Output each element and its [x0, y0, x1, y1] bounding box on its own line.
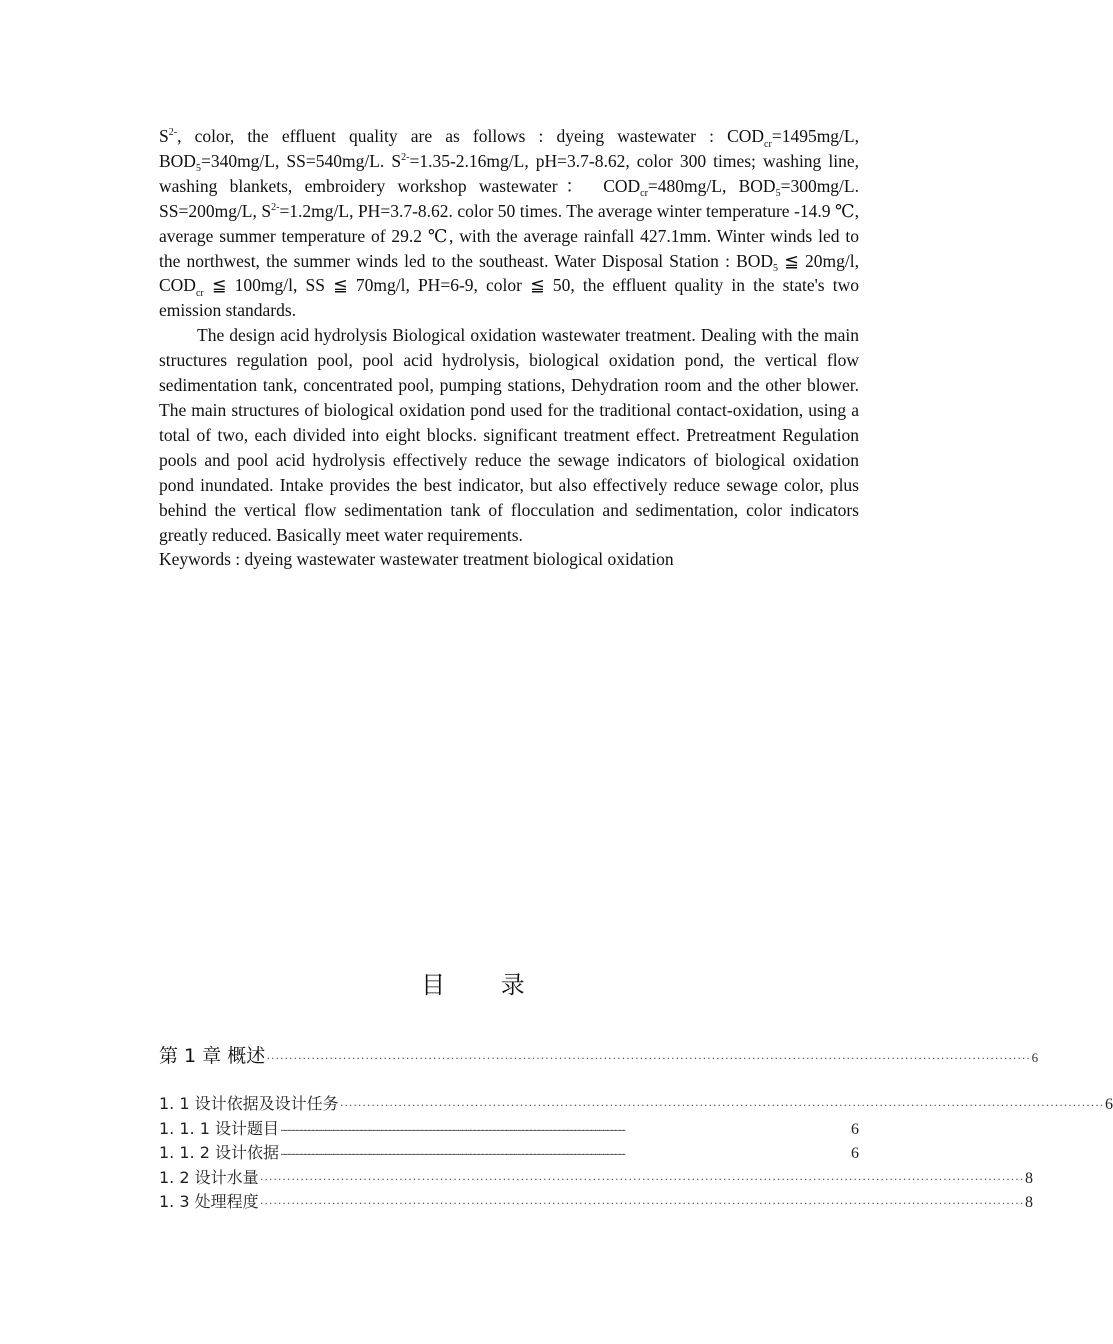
toc-item[interactable] [159, 1189, 1033, 1214]
toc-item[interactable] [159, 1116, 859, 1141]
toc-item-label: 1. 1. 2 设计依据 [159, 1143, 279, 1162]
toc-item-page: 6 [851, 1120, 859, 1138]
toc-item-page: 6 [851, 1145, 859, 1162]
toc-item[interactable] [159, 1140, 859, 1165]
toc-item-page: 8 [1024, 1194, 1033, 1211]
toc-item[interactable] [159, 1091, 1113, 1116]
abstract-paragraph-1: $S^{2-}$, color, the effluent quality are as follows : dyeing wastewater : $COD_{cr}=1495mg/L$, $BOD_5=340mg/L$, SS=540mg/L. $S^{2-}=1.35-2.16mg/L$, pH=3.7-8.62, color 300 times; washing line, washing blankets, embroidery workshop wastewater： $COD_{cr}=480mg/L$, $BOD_5=300mg/L$. SS=200mg/L, $S^{2-}=1.2mg/L$, PH=3.7-8.62. color 50 times. The average winter temperature -14.9 ℃, average summer temperature of 29.2 ℃, with the average rainfall 427.1mm. Winter winds led to the northwest, the summer winds led to the southeast. Water Disposal Station : $BOD_5$ ≦ 20mg/l, $COD_{cr}$ ≦ 100mg/l, SS ≦ 70mg/l, PH=6-9, color ≦ 50, the effluent quality in the state's two emission standards. [159, 126, 860, 321]
toc-item-page: 8 [1024, 1169, 1033, 1187]
toc-chapter-page: 6 [1031, 1050, 1039, 1065]
toc-item-label: 1. 2 设计水量 [159, 1167, 259, 1187]
toc-item-label: 1. 1. 1 设计题目 [159, 1118, 279, 1138]
toc-leader-dots: ··································································································································································································································································· [279, 1150, 625, 1161]
toc-leader-dots: ·········································································································································································· [259, 1171, 1024, 1186]
toc-chapter-1[interactable] [159, 1041, 1039, 1068]
toc-leader-dots: ·········································································································································································· [266, 1051, 1031, 1065]
toc-title: 目 录 [421, 971, 549, 999]
toc-item-page: 6 [1104, 1096, 1113, 1113]
toc-leader-dots: ··································································································································································································································································· [279, 1125, 625, 1137]
english-abstract [159, 124, 859, 572]
abstract-paragraph-2: The design acid hydrolysis Biological oxidation wastewater treatment. Dealing with the main structures regulation pool, pool acid hydrolysis, biological oxidation pond, the vertical flow sedimentation tank, concentrated pool, pumping stations, Dehydration room and the other blower. The main structures of biological oxidation pond used for the traditional contact-oxidation, using a total of two, each divided into eight blocks. significant treatment effect. Pretreatment Regulation pools and pool acid hydrolysis effectively reduce the sewage indicators of biological oxidation pond inundated. Intake provides the best indicator, but also effectively reduce sewage color, plus behind the vertical flow sedimentation tank of flocculation and sedimentation, color indicators greatly reduced. Basically meet water requirements. [159, 325, 859, 545]
toc-leader-dots: ·········································································································································································· [259, 1196, 1024, 1210]
toc-item-label: 1. 3 处理程度 [159, 1192, 259, 1211]
keywords-line: Keywords : dyeing wastewater wastewater treatment biological oxidation [159, 549, 674, 570]
toc-item-label: 1. 1 设计依据及设计任务 [159, 1094, 339, 1113]
toc-chapter-label: 第 1 章 概述 [159, 1045, 266, 1067]
toc-item[interactable] [159, 1165, 1033, 1190]
toc-leader-dots: ·········································································································································································· [339, 1098, 1104, 1112]
toc-list [159, 1091, 1113, 1214]
